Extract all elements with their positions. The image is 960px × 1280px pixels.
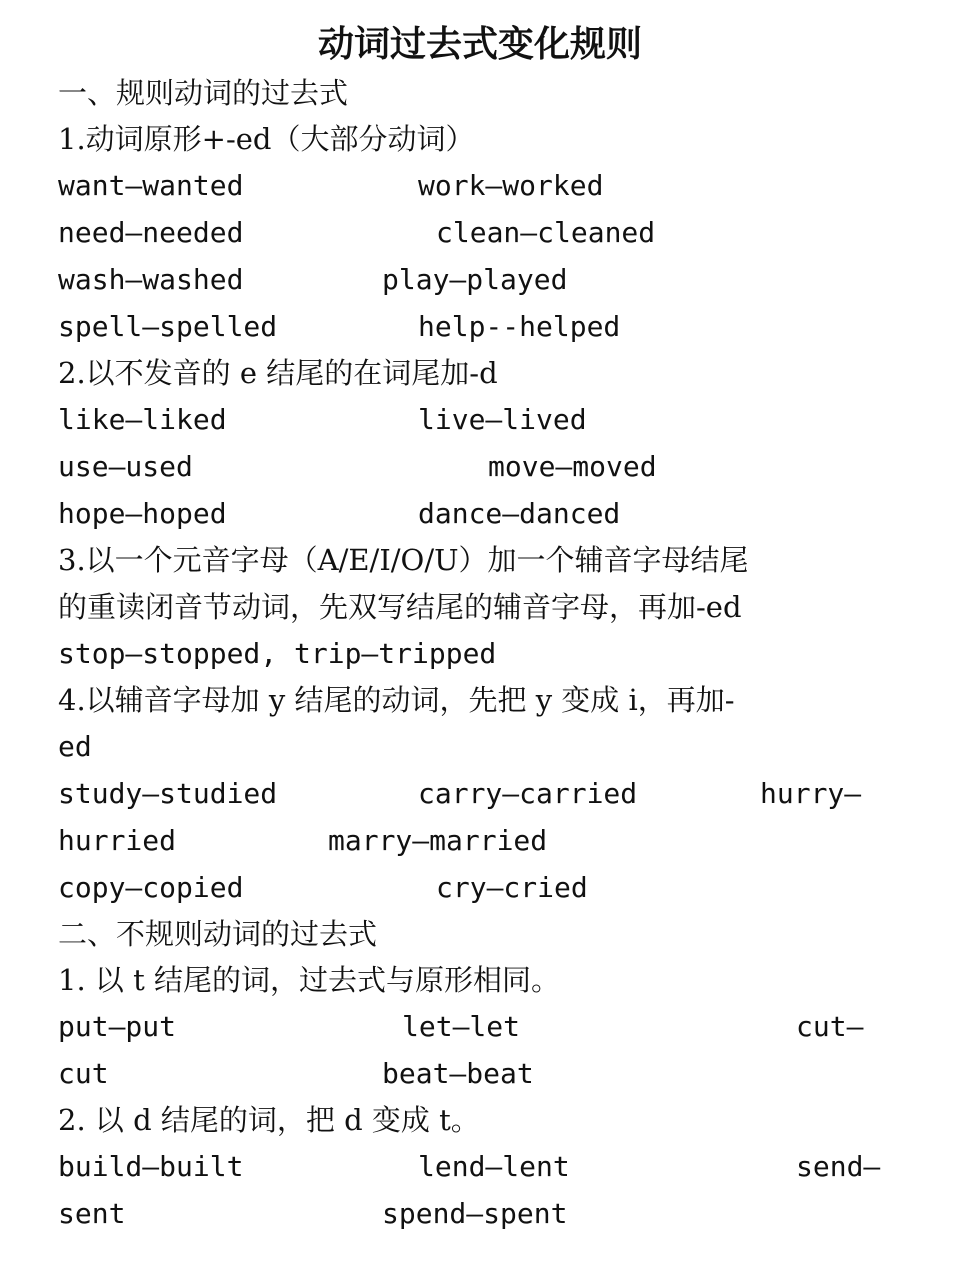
rule-heading-2: 2.以不发音的 e 结尾的在词尾加-d (58, 356, 498, 390)
verb-pair: use—used (58, 450, 193, 483)
verb-pair: marry—married (328, 824, 548, 857)
verb-pair: study—studied (58, 777, 278, 810)
verb-pair: work—worked (418, 169, 604, 202)
verb-pair: live—lived (418, 403, 587, 436)
verb-pair: put—put (58, 1010, 177, 1043)
example-row (58, 210, 918, 256)
verb-pair: play—played (382, 263, 568, 296)
example-row (58, 865, 918, 911)
example-row (58, 304, 918, 350)
verb-pair: want—wanted (58, 169, 244, 202)
verb-pair: send— (796, 1150, 881, 1183)
example-row (58, 818, 918, 864)
example-row (58, 257, 918, 303)
example-row (58, 491, 918, 537)
verb-pair: hurry— (760, 777, 862, 810)
irregular-rule-heading-1: 1. 以 t 结尾的词，过去式与原形相同。 (58, 963, 560, 997)
verb-pair: spell—spelled (58, 310, 278, 343)
verb-pair: like—liked (58, 403, 227, 436)
section-heading-irregular: 二、不规则动词的过去式 (58, 917, 378, 951)
verb-pair: sent (58, 1197, 126, 1230)
example-row (58, 1144, 918, 1190)
verb-pair: stop—stopped, trip—tripped (58, 637, 497, 670)
verb-pair: hope—hoped (58, 497, 227, 530)
verb-pair: hurried (58, 824, 177, 857)
verb-pair: cut (58, 1057, 109, 1090)
example-row (58, 1051, 918, 1097)
rule-heading-3: 3.以一个元音字母（A/E/I/O/U）加一个辅音字母结尾 (58, 543, 749, 577)
verb-pair: cut— (796, 1010, 864, 1043)
verb-pair: move—moved (488, 450, 657, 483)
irregular-rule-heading-2: 2. 以 d 结尾的词，把 d 变成 t。 (58, 1103, 480, 1137)
example-row (58, 397, 918, 443)
rule-heading-4: 4.以辅音字母加 y 结尾的动词，先把 y 变成 i，再加- (58, 683, 735, 717)
verb-pair: clean—cleaned (436, 216, 656, 249)
example-row (58, 1191, 918, 1237)
example-row (58, 1004, 918, 1050)
rule-heading-3-cont: 的重读闭音节动词，先双写结尾的辅音字母，再加-ed (58, 590, 742, 624)
verb-pair: need—needed (58, 216, 244, 249)
verb-pair: carry—carried (418, 777, 638, 810)
verb-pair: spend—spent (382, 1197, 568, 1230)
verb-pair: copy—copied (58, 871, 244, 904)
rule-heading-4-cont: ed (58, 730, 92, 763)
verb-pair: let—let (402, 1010, 521, 1043)
verb-pair: build—built (58, 1150, 244, 1183)
example-row (58, 163, 918, 209)
verb-pair: wash—washed (58, 263, 244, 296)
verb-pair: help--helped (418, 310, 621, 343)
verb-pair: cry—cried (436, 871, 588, 904)
verb-pair: dance—danced (418, 497, 621, 530)
rule-heading-1: 1.动词原形+-ed（大部分动词） (58, 122, 475, 156)
verb-pair: lend—lent (418, 1150, 570, 1183)
example-row (58, 444, 918, 490)
section-heading-regular: 一、规则动词的过去式 (58, 76, 349, 110)
example-row (58, 631, 918, 677)
page-title: 动词过去式变化规则 (317, 23, 642, 65)
example-row (58, 771, 918, 817)
verb-pair: beat—beat (382, 1057, 534, 1090)
